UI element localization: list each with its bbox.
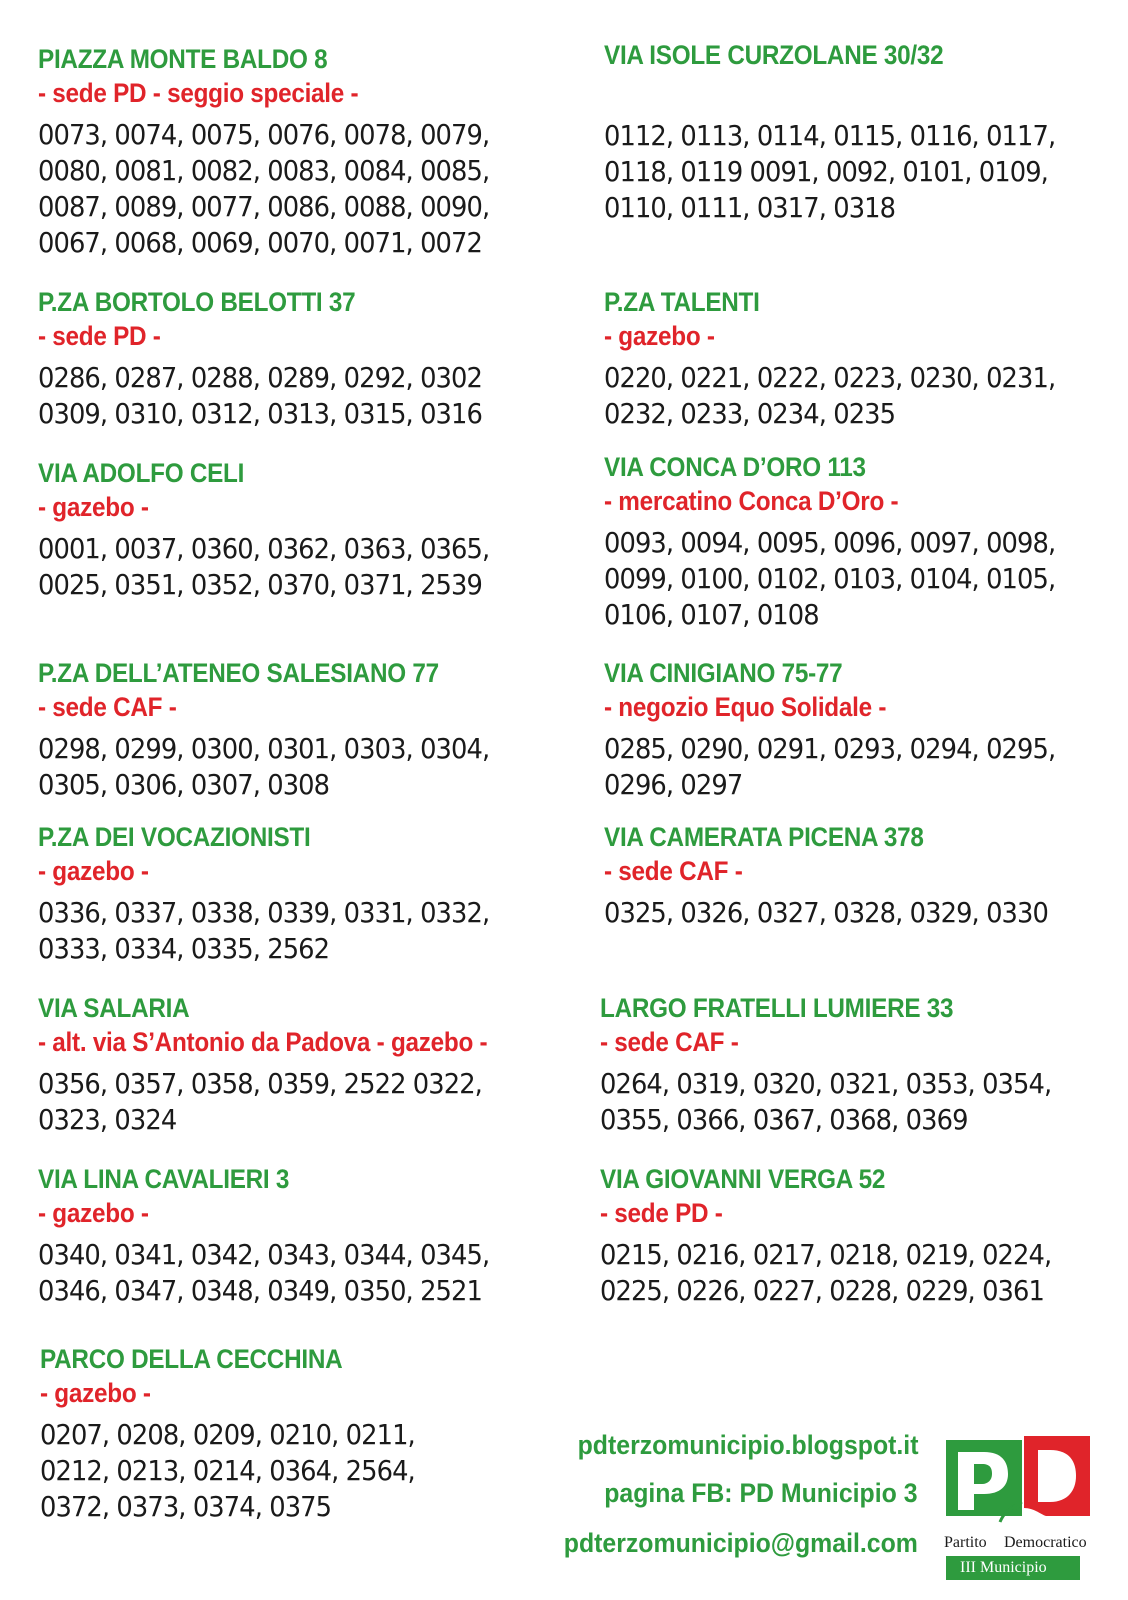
location-entry <box>38 1162 558 1309</box>
location-subtitle: - gazebo - <box>38 856 149 886</box>
section-numbers: 0112, 0113, 0114, 0115, 0116, 0117, 0118, 0119 0091, 0092, 0101, 0109, 0110, 0111, 0317, 0318 <box>604 119 1056 224</box>
location-entry <box>40 1342 560 1525</box>
location-title: VIA LINA CAVALIERI 3 <box>38 1164 290 1194</box>
section-numbers: 0215, 0216, 0217, 0218, 0219, 0224, 0225, 0226, 0227, 0228, 0229, 0361 <box>600 1238 1052 1307</box>
logo-democratico: Democratico <box>1004 1534 1087 1551</box>
pd-logo <box>942 1432 1100 1582</box>
section-numbers: 0285, 0290, 0291, 0293, 0294, 0295, 0296, 0297 <box>604 732 1056 801</box>
email-link[interactable]: pdterzomunicipio@gmail.com <box>563 1528 918 1558</box>
section-numbers: 0325, 0326, 0327, 0328, 0329, 0330 <box>604 896 1048 929</box>
location-subtitle: - sede CAF - <box>600 1027 739 1057</box>
section-numbers: 0286, 0287, 0288, 0289, 0292, 0302 0309, 0310, 0312, 0313, 0315, 0316 <box>38 361 482 430</box>
location-entry <box>604 285 1124 432</box>
location-title: LARGO FRATELLI LUMIERE 33 <box>600 993 954 1023</box>
location-subtitle: - sede PD - <box>600 1198 723 1228</box>
location-entry <box>38 456 558 603</box>
location-title: PIAZZA MONTE BALDO 8 <box>38 44 328 74</box>
location-title: VIA CONCA D’ORO 113 <box>604 452 866 482</box>
location-subtitle: - gazebo - <box>38 1198 149 1228</box>
logo-partito: Partito <box>944 1534 987 1551</box>
location-entry <box>604 656 1124 803</box>
location-entry <box>38 285 558 432</box>
location-subtitle: - alt. via S’Antonio da Padova - gazebo - <box>38 1027 488 1057</box>
location-subtitle: - gazebo - <box>38 492 149 522</box>
location-subtitle: - mercatino Conca D’Oro - <box>604 486 899 516</box>
logo-municipio: III Municipio <box>960 1559 1047 1576</box>
section-numbers: 0340, 0341, 0342, 0343, 0344, 0345, 0346, 0347, 0348, 0349, 0350, 2521 <box>38 1238 490 1307</box>
location-title: P.ZA DEI VOCAZIONISTI <box>38 822 311 852</box>
location-entry <box>604 38 1124 226</box>
section-numbers: 0207, 0208, 0209, 0210, 0211, 0212, 0213, 0214, 0364, 2564, 0372, 0373, 0374, 0375 <box>40 1418 415 1523</box>
section-numbers: 0298, 0299, 0300, 0301, 0303, 0304, 0305, 0306, 0307, 0308 <box>38 732 490 801</box>
location-subtitle: - sede PD - seggio speciale - <box>38 78 359 108</box>
section-numbers: 0001, 0037, 0360, 0362, 0363, 0365, 0025, 0351, 0352, 0370, 0371, 2539 <box>38 532 490 601</box>
location-subtitle: - gazebo - <box>40 1378 151 1408</box>
section-numbers: 0093, 0094, 0095, 0096, 0097, 0098, 0099, 0100, 0102, 0103, 0104, 0105, 0106, 0107, 0108 <box>604 526 1056 631</box>
location-entry <box>38 656 558 803</box>
location-entry <box>600 1162 1120 1309</box>
section-numbers: 0073, 0074, 0075, 0076, 0078, 0079, 0080, 0081, 0082, 0083, 0084, 0085, 0087, 0089, 0077, 0086, 0088, 0090, 0067, 0068, 0069, 0070, 0071, 0072 <box>38 118 490 259</box>
blog-link[interactable]: pdterzomunicipio.blogspot.it <box>577 1430 918 1460</box>
section-numbers: 0356, 0357, 0358, 0359, 2522 0322, 0323, 0324 <box>38 1067 482 1136</box>
section-numbers: 0220, 0221, 0222, 0223, 0230, 0231, 0232, 0233, 0234, 0235 <box>604 361 1056 430</box>
location-title: VIA SALARIA <box>38 993 190 1023</box>
location-entry <box>38 820 558 967</box>
location-subtitle: - sede CAF - <box>604 856 743 886</box>
section-numbers: 0336, 0337, 0338, 0339, 0331, 0332, 0333, 0334, 0335, 2562 <box>38 896 490 965</box>
location-entry <box>600 991 1120 1138</box>
location-entry <box>604 820 1124 931</box>
section-numbers: 0264, 0319, 0320, 0321, 0353, 0354, 0355, 0366, 0367, 0368, 0369 <box>600 1067 1052 1136</box>
location-title: VIA CAMERATA PICENA 378 <box>604 822 924 852</box>
location-subtitle: - gazebo - <box>604 321 715 351</box>
location-subtitle: - negozio Equo Solidale - <box>604 692 887 722</box>
location-title: P.ZA TALENTI <box>604 287 760 317</box>
location-subtitle: - sede CAF - <box>38 692 177 722</box>
location-subtitle: - sede PD - <box>38 321 161 351</box>
location-subtitle <box>604 72 1124 106</box>
location-title: P.ZA BORTOLO BELOTTI 37 <box>38 287 356 317</box>
location-entry <box>38 991 558 1138</box>
location-entry <box>604 450 1124 633</box>
location-title: VIA ISOLE CURZOLANE 30/32 <box>604 40 944 70</box>
location-title: VIA CINIGIANO 75-77 <box>604 658 843 688</box>
location-title: P.ZA DELL’ATENEO SALESIANO 77 <box>38 658 439 688</box>
location-entry <box>38 42 558 261</box>
location-title: VIA ADOLFO CELI <box>38 458 245 488</box>
location-title: VIA GIOVANNI VERGA 52 <box>600 1164 886 1194</box>
facebook-page[interactable]: pagina FB: PD Municipio 3 <box>604 1478 918 1508</box>
location-title: PARCO DELLA CECCHINA <box>40 1344 343 1374</box>
